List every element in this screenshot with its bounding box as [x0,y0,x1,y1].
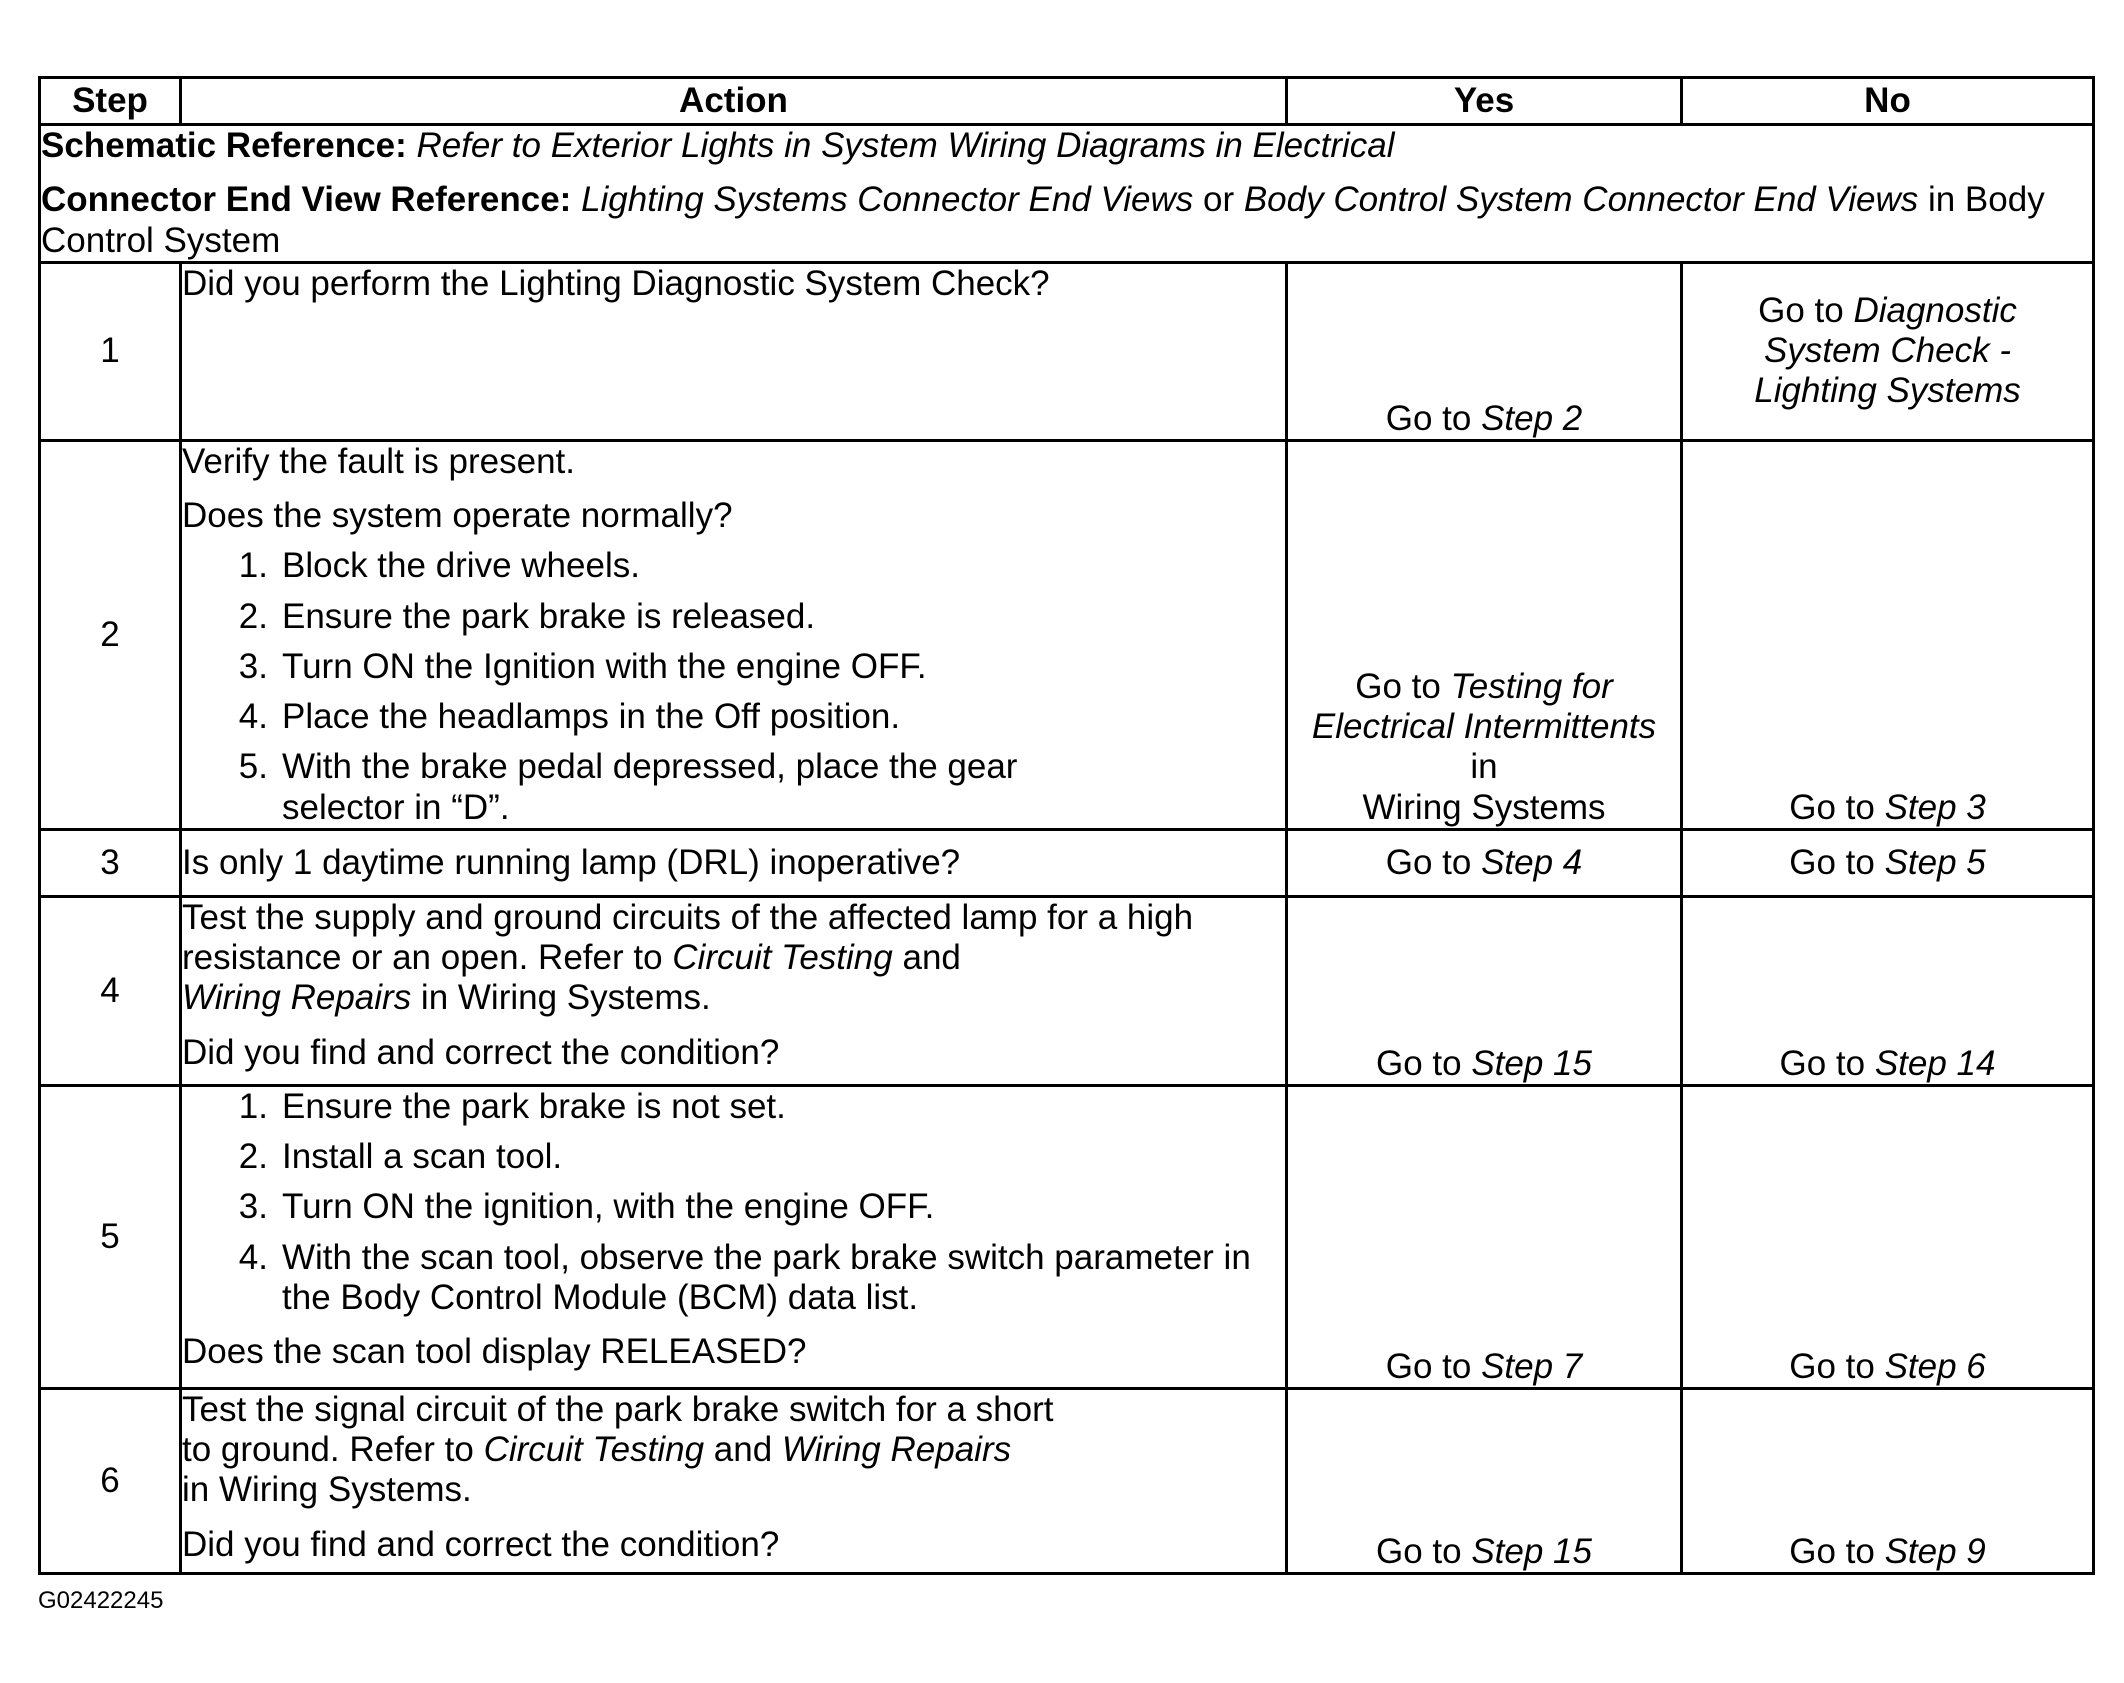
step-number: 3 [40,829,181,896]
diagnostic-table [38,76,2095,1575]
no-link: Step 6 [1884,1346,1986,1386]
connector-reference-or: or [1193,180,1244,220]
connector-reference-suffix: in Body Control System [41,180,2045,260]
yes-prefix: Go to [1385,398,1482,438]
wiring-repairs-link: Wiring Repairs [781,1430,1012,1469]
yes-prefix: Go to [1355,666,1451,706]
connector-reference-label: Connector End View Reference: [41,180,572,220]
yes-cell [1287,1085,1682,1388]
reference-cell [40,125,2094,263]
action-cell [181,1085,1287,1388]
yes-link: Step 2 [1481,398,1583,438]
schematic-reference-label: Schematic Reference: [41,126,407,165]
no-link: Diagnostic System Check - Lighting Systems [1754,290,2021,411]
no-link: Step 5 [1884,842,1986,882]
yes-cell [1287,262,1682,440]
connector-reference [41,180,2092,261]
table-row-step-1 [40,262,2094,440]
connector-reference-link-1: Lighting Systems Connector End Views [581,180,1194,220]
circuit-testing-link: Circuit Testing [672,938,893,977]
yes-prefix: Go to [1376,1531,1472,1571]
action-question: Does the scan tool display RELEASED? [182,1332,807,1371]
no-link: Step 9 [1884,1531,1986,1571]
step-number: 2 [40,440,181,829]
list-item: 2. Install a scan tool. [238,1137,563,1176]
list-item: 4. With the scan tool, observe the park brake switch parameter in the Body Control Module (BCM) data list. [238,1237,1251,1317]
action-cell [181,262,1287,440]
yes-cell [1287,1388,1682,1573]
no-cell [1682,440,2094,829]
no-cell [1682,1085,2094,1388]
header-action: Action [181,78,1287,125]
wiring-repairs-link: Wiring Repairs [182,978,412,1018]
yes-link: Step 4 [1481,842,1583,882]
substep-list [182,546,1285,828]
schematic-reference-text: Refer to Exterior Lights in System Wiring Diagrams in Electrical [416,126,1395,165]
list-item: 1. Block the drive wheels. [238,546,640,586]
no-link: Step 14 [1874,1043,1996,1083]
yes-cell [1287,829,1682,896]
header-step: Step [40,78,181,125]
action-question: Did you find and correct the condition? [182,1032,780,1072]
list-item: 2. Ensure the park brake is released. [238,596,816,636]
step-number: 1 [40,262,181,440]
yes-in: in [1470,747,1498,787]
action-question: Did you perform the Lighting Diagnostic System Check? [182,263,1050,303]
no-prefix: Go to [1789,1346,1885,1386]
yes-suffix: Wiring Systems [1362,787,1606,827]
list-item: 3. Turn ON the Ignition with the engine OFF. [238,646,927,686]
header-yes: Yes [1287,78,1682,125]
yes-link: Step 15 [1471,1043,1592,1083]
no-prefix: Go to [1789,842,1885,882]
no-cell [1682,829,2094,896]
schematic-reference [41,126,2092,166]
yes-cell [1287,896,1682,1085]
action-question: Does the system operate normally? [182,496,733,535]
step-number: 4 [40,896,181,1085]
header-row [40,78,2094,125]
action-cell [181,440,1287,829]
yes-prefix: Go to [1385,1346,1482,1386]
connector-reference-link-2: Body Control System Connector End Views [1243,180,1919,220]
list-item: 1. Ensure the park brake is not set. [238,1086,786,1126]
no-prefix: Go to [1779,1043,1875,1083]
action-cell [181,1388,1287,1573]
action-instruction: Test the signal circuit of the park brake switch for a short to ground. Refer to Circuit Testing and Wiring Repairs in Wiring Systems. [182,1389,1054,1510]
substep-list [182,1087,1285,1318]
no-cell [1682,262,2094,440]
list-item: 3. Turn ON the ignition, with the engine OFF. [238,1187,935,1227]
no-prefix: Go to [1789,1531,1885,1571]
no-prefix: Go to [1789,787,1885,827]
table-row-step-5 [40,1085,2094,1388]
list-item: 4. Place the headlamps in the Off position. [238,697,901,736]
step-number: 5 [40,1085,181,1388]
reference-row [40,125,2094,263]
no-cell [1682,896,2094,1085]
table-row-step-3 [40,829,2094,896]
no-cell [1682,1388,2094,1573]
table-row-step-2 [40,440,2094,829]
yes-prefix: Go to [1385,842,1482,882]
figure-id: G02422245 [38,1587,164,1614]
circuit-testing-link: Circuit Testing [483,1430,705,1469]
header-no: No [1682,78,2094,125]
yes-link: Testing for Electrical Intermittents [1311,666,1657,746]
yes-link: Step 15 [1471,1531,1592,1571]
action-cell [181,829,1287,896]
action-intro: Verify the fault is present. [182,441,575,481]
yes-prefix: Go to [1376,1043,1472,1083]
yes-link: Step 7 [1481,1346,1583,1386]
no-prefix: Go to [1758,290,1854,330]
yes-cell [1287,440,1682,829]
action-question: Is only 1 daytime running lamp (DRL) inoperative? [182,842,961,882]
action-cell [181,896,1287,1085]
table-row-step-4 [40,896,2094,1085]
action-instruction: Test the supply and ground circuits of the affected lamp for a high resistance or an open. Refer to Circuit Testing and Wiring Repairs in Wiring Systems. [182,897,1194,1018]
action-question: Did you find and correct the condition? [182,1524,780,1564]
no-link: Step 3 [1884,787,1986,827]
step-number: 6 [40,1388,181,1573]
list-item: 5. With the brake pedal depressed, place the gear selector in “D”. [238,747,1018,827]
table-row-step-6 [40,1388,2094,1573]
